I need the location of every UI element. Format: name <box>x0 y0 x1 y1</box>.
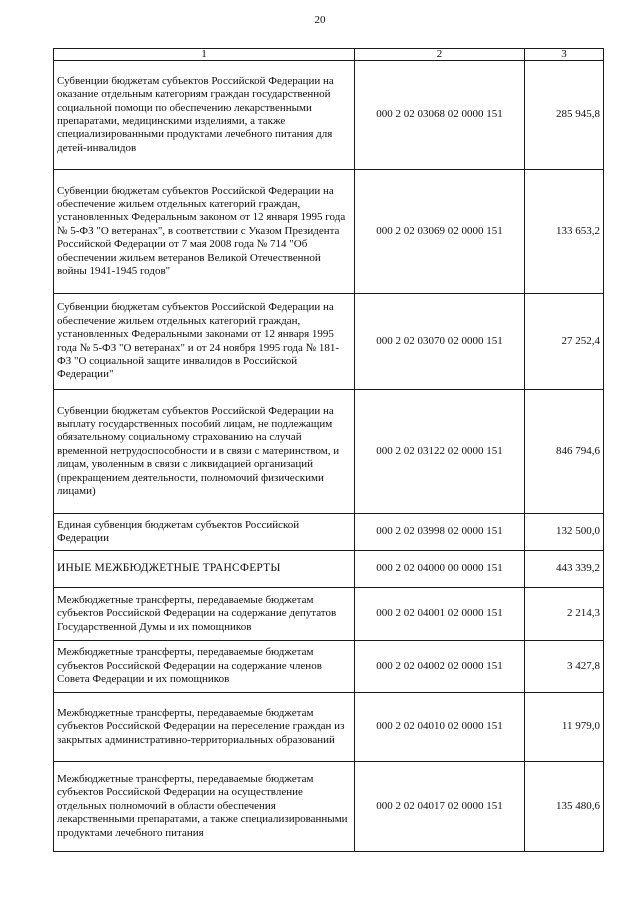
row-code: 000 2 02 03122 02 0000 151 <box>355 390 525 514</box>
row-code: 000 2 02 03070 02 0000 151 <box>355 294 525 390</box>
table-row <box>54 762 604 852</box>
row-name: Субвенции бюджетам субъектов Российской Федерации на обеспечение жильем отдельных категорий граждан, установленных Федеральными законами от 12 января 1995 года № 5-ФЗ "О ветеранах" и от 24 ноября 1995 года № 181-ФЗ "О социальной защите инвалидов в Российской Федерации" <box>54 294 355 390</box>
table-row <box>54 588 604 641</box>
table-row <box>54 641 604 693</box>
table-row <box>54 551 604 588</box>
row-name: ИНЫЕ МЕЖБЮДЖЕТНЫЕ ТРАНСФЕРТЫ <box>54 551 355 588</box>
row-code: 000 2 02 04010 02 0000 151 <box>355 693 525 762</box>
row-name: Субвенции бюджетам субъектов Российской Федерации на оказание отдельным категориям граждан государственной социальной помощи по обеспечению лекарственными препаратами, медицинскими изделиями, а также специализированными продуктами лечебного питания для детей-инвалидов <box>54 61 355 170</box>
row-amount: 285 945,8 <box>525 61 604 170</box>
row-amount: 133 653,2 <box>525 170 604 294</box>
row-amount: 11 979,0 <box>525 693 604 762</box>
row-code: 000 2 02 03069 02 0000 151 <box>355 170 525 294</box>
budget-table <box>53 48 604 852</box>
table-header-row <box>54 49 604 61</box>
row-name: Межбюджетные трансферты, передаваемые бюджетам субъектов Российской Федерации на содержание членов Совета Федерации и их помощников <box>54 641 355 693</box>
row-name: Межбюджетные трансферты, передаваемые бюджетам субъектов Российской Федерации на переселение граждан из закрытых административно-территориальных образований <box>54 693 355 762</box>
row-code: 000 2 02 04001 02 0000 151 <box>355 588 525 641</box>
row-name: Субвенции бюджетам субъектов Российской Федерации на выплату государственных пособий лицам, не подлежащим обязательному социальному страхованию на случай временной нетрудоспособности и в связи с материнством, и лицам, уволенным в связи с ликвидацией организаций (прекращением деятельности, полномочий физическими лицами) <box>54 390 355 514</box>
column-header-code: 2 <box>355 49 525 61</box>
row-amount: 443 339,2 <box>525 551 604 588</box>
column-header-name: 1 <box>54 49 355 61</box>
row-name: Единая субвенция бюджетам субъектов Российской Федерации <box>54 514 355 551</box>
row-code: 000 2 02 04000 00 0000 151 <box>355 551 525 588</box>
row-amount: 132 500,0 <box>525 514 604 551</box>
table-row <box>54 170 604 294</box>
row-code: 000 2 02 03068 02 0000 151 <box>355 61 525 170</box>
row-name: Межбюджетные трансферты, передаваемые бюджетам субъектов Российской Федерации на осуществление отдельных полномочий в области обеспечения лекарственными препаратами, а также специализированными продуктами лечебного питания <box>54 762 355 852</box>
row-amount: 2 214,3 <box>525 588 604 641</box>
table-row <box>54 294 604 390</box>
row-name: Межбюджетные трансферты, передаваемые бюджетам субъектов Российской Федерации на содержание депутатов Государственной Думы и их помощников <box>54 588 355 641</box>
table-row <box>54 693 604 762</box>
row-name: Субвенции бюджетам субъектов Российской Федерации на обеспечение жильем отдельных категорий граждан, установленных Федеральным законом от 12 января 1995 года № 5-ФЗ "О ветеранах", в соответствии с Указом Президента Российской Федерации от 7 мая 2008 года № 714 "Об обеспечении жильем ветеранов Великой Отечественной войны 1941-1945 годов" <box>54 170 355 294</box>
page-number: 20 <box>314 14 326 26</box>
row-amount: 3 427,8 <box>525 641 604 693</box>
row-code: 000 2 02 03998 02 0000 151 <box>355 514 525 551</box>
row-amount: 27 252,4 <box>525 294 604 390</box>
row-code: 000 2 02 04017 02 0000 151 <box>355 762 525 852</box>
table-row <box>54 390 604 514</box>
row-amount: 135 480,6 <box>525 762 604 852</box>
table-row <box>54 514 604 551</box>
column-header-amount: 3 <box>525 49 604 61</box>
table-row <box>54 61 604 170</box>
row-amount: 846 794,6 <box>525 390 604 514</box>
row-code: 000 2 02 04002 02 0000 151 <box>355 641 525 693</box>
